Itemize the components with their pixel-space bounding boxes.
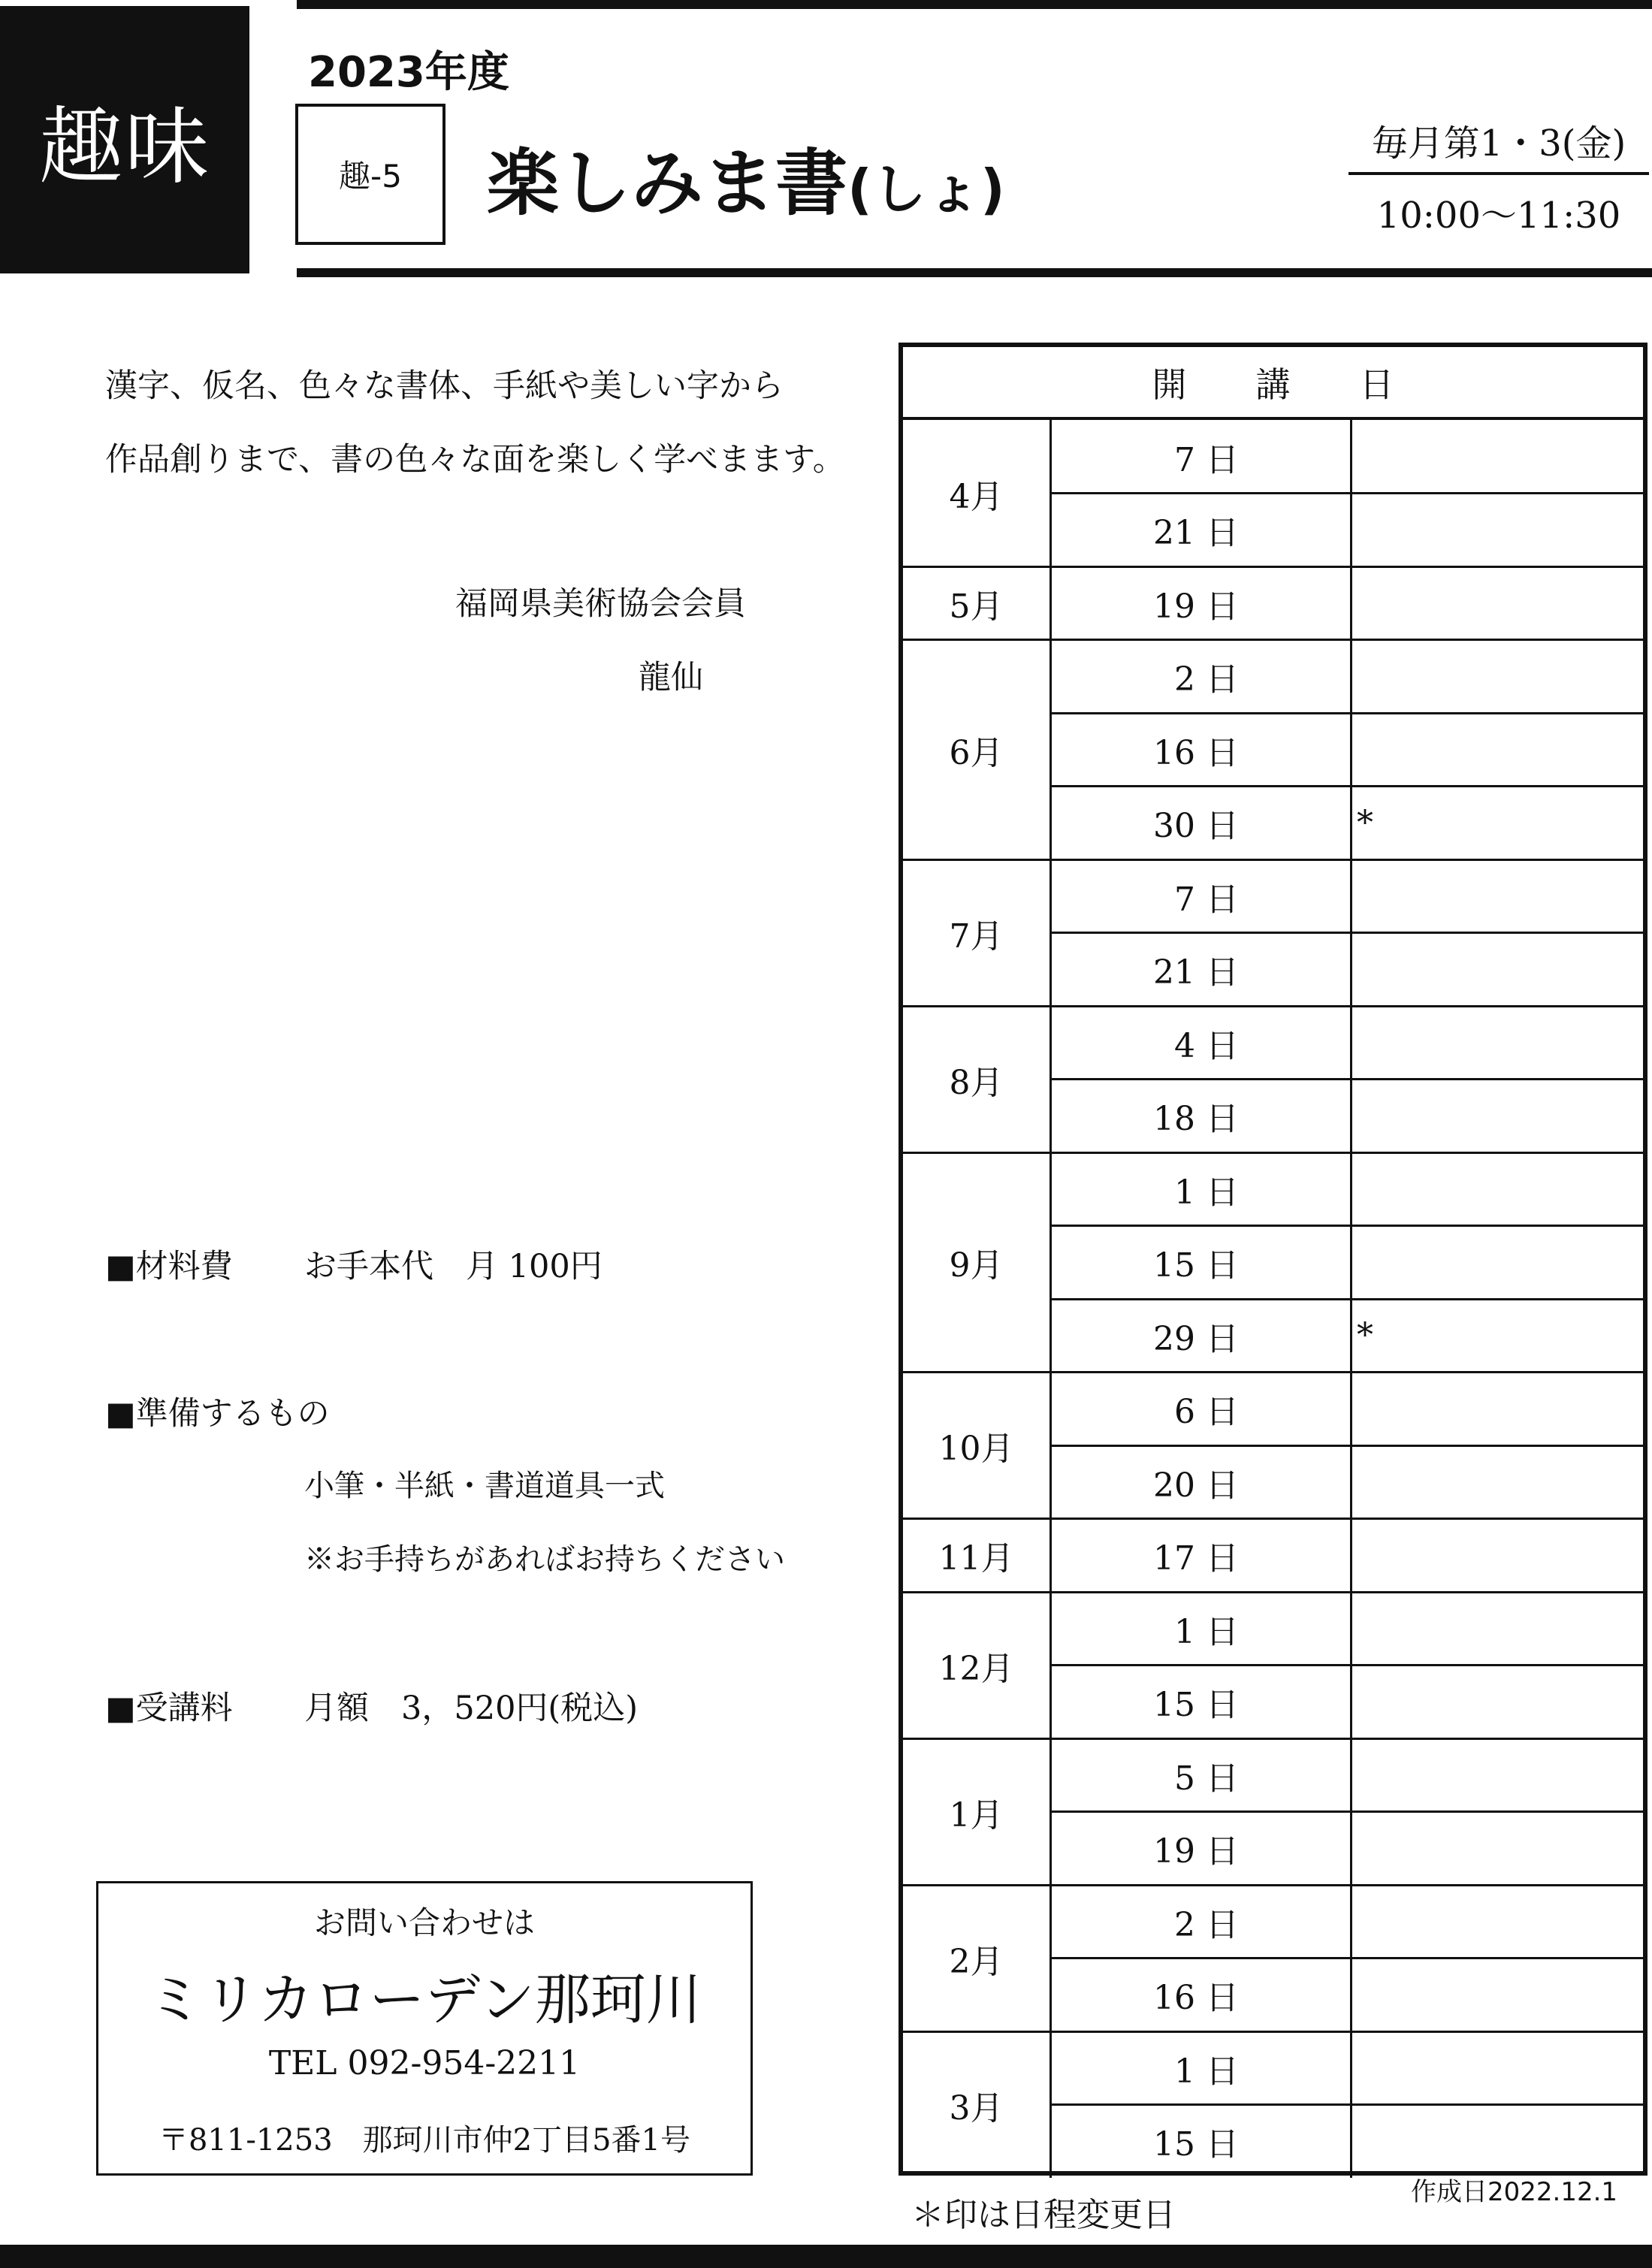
- note-cell: [1352, 420, 1643, 494]
- day-cell: 15 日: [1153, 1686, 1239, 1725]
- note-cell: [1352, 1885, 1643, 1958]
- day-cell: 21 日: [1153, 953, 1239, 992]
- day-cell: 7 日: [1174, 880, 1239, 919]
- contact-phone: TEL 092-954-2211: [268, 2044, 581, 2082]
- note-cell: [1352, 1006, 1643, 1080]
- note-cell: [1352, 1152, 1643, 1226]
- schedule-legend: ＊印は日程変更日: [911, 2196, 1176, 2234]
- category-badge: 趣味: [0, 6, 249, 273]
- day-cell: 15 日: [1153, 2125, 1239, 2164]
- note-cell: [1352, 713, 1643, 787]
- preparation-label: ■準備するもの: [105, 1395, 330, 1433]
- day-cell: 2 日: [1174, 660, 1239, 699]
- fiscal-year: 2023年度: [308, 48, 509, 97]
- month-cell: 5月: [949, 587, 1004, 626]
- month-cell: 3月: [949, 2088, 1004, 2128]
- note-cell: [1352, 1958, 1643, 2032]
- instructor-name: 龍仙: [639, 659, 703, 696]
- day-cell: 17 日: [1153, 1539, 1239, 1578]
- note-cell: [1352, 1373, 1643, 1446]
- course-title: [487, 126, 1005, 229]
- month-cell: 10月: [938, 1430, 1014, 1468]
- note-cell: [1352, 933, 1643, 1007]
- day-cell: 30 日: [1153, 807, 1239, 846]
- note-cell: [1352, 1445, 1643, 1519]
- tuition-label: ■受講料: [105, 1690, 233, 1727]
- materials-label: ■材料費: [105, 1248, 233, 1285]
- note-cell: [1352, 1519, 1643, 1593]
- course-title-reading: (しょ): [847, 158, 1005, 221]
- note-cell: *: [1357, 803, 1373, 842]
- day-cell: 29 日: [1153, 1319, 1239, 1358]
- preparation-item-2: ※お手持ちがあればお持ちください: [304, 1542, 785, 1577]
- note-cell: [1352, 1226, 1643, 1300]
- materials-value: お手本代 月 100円: [304, 1248, 603, 1285]
- header-top-rule: [297, 0, 1652, 9]
- table-header: 開 講 日: [1152, 364, 1394, 405]
- month-cell: 6月: [949, 733, 1004, 772]
- note-cell: [1352, 1080, 1643, 1153]
- month-cell: 9月: [949, 1246, 1004, 1285]
- day-cell: 15 日: [1153, 1246, 1239, 1285]
- day-cell: 6 日: [1174, 1393, 1239, 1432]
- schedule-days: 毎月第1・3(金): [1371, 122, 1626, 165]
- footer-bar: [0, 2245, 1652, 2268]
- note-cell: [1352, 1738, 1643, 1812]
- note-cell: [1352, 640, 1643, 714]
- month-cell: 1月: [949, 1795, 1004, 1835]
- day-cell: 7 日: [1174, 440, 1239, 479]
- contact-label: お問い合わせは: [313, 1904, 535, 1941]
- note-cell: [1352, 859, 1643, 933]
- schedule-divider: [1348, 172, 1649, 175]
- note-cell: [1352, 1592, 1643, 1666]
- day-cell: 16 日: [1153, 1979, 1239, 2018]
- day-cell: 2 日: [1174, 1905, 1239, 1944]
- tuition-value: 月額 3，520円(税込): [304, 1690, 638, 1727]
- month-cell: 12月: [938, 1649, 1014, 1688]
- note-cell: [1352, 566, 1643, 640]
- description-line-2: 作品創りまで、書の色々な面を楽しく学べまます。: [105, 441, 845, 479]
- day-cell: 1 日: [1174, 2052, 1239, 2091]
- note-cell: [1352, 2105, 1643, 2179]
- contact-address: 〒811-1253 那珂川市仲2丁目5番1号: [158, 2123, 690, 2158]
- month-cell: 4月: [949, 477, 1004, 516]
- note-cell: [1352, 2031, 1643, 2105]
- description-line-1: 漢字、仮名、色々な書体、手紙や美しい字から: [105, 367, 784, 405]
- month-cell: 11月: [938, 1539, 1014, 1578]
- month-cell: 7月: [949, 917, 1004, 956]
- day-cell: 19 日: [1153, 587, 1239, 626]
- month-cell: 8月: [949, 1063, 1004, 1102]
- day-cell: 21 日: [1153, 514, 1239, 553]
- day-cell: 19 日: [1153, 1832, 1239, 1871]
- day-cell: 4 日: [1174, 1026, 1239, 1065]
- preparation-item-1: 小筆・半紙・書道道具一式: [304, 1469, 665, 1503]
- day-cell: 5 日: [1174, 1759, 1239, 1798]
- instructor-affiliation: 福岡県美術協会会員: [455, 585, 746, 623]
- header-bottom-rule: [297, 268, 1652, 277]
- note-cell: [1352, 1812, 1643, 1886]
- day-cell: 20 日: [1153, 1466, 1239, 1505]
- month-cell: 2月: [949, 1942, 1004, 1981]
- created-date: 作成日2022.12.1: [1411, 2177, 1618, 2207]
- course-title-main: 楽しみま書: [487, 141, 847, 225]
- schedule-time: 10:00〜11:30: [1376, 195, 1621, 237]
- schedule-table: [898, 343, 1647, 2176]
- day-cell: 18 日: [1153, 1100, 1239, 1139]
- day-cell: 16 日: [1153, 733, 1239, 772]
- contact-venue-name: ミリカローデン那珂川: [147, 1968, 702, 2032]
- course-code: 趣-5: [295, 104, 445, 245]
- note-cell: *: [1357, 1316, 1373, 1355]
- contact-box: [96, 1881, 753, 2176]
- note-cell: [1352, 494, 1643, 567]
- day-cell: 1 日: [1174, 1173, 1239, 1212]
- day-cell: 1 日: [1174, 1612, 1239, 1651]
- note-cell: [1352, 1666, 1643, 1739]
